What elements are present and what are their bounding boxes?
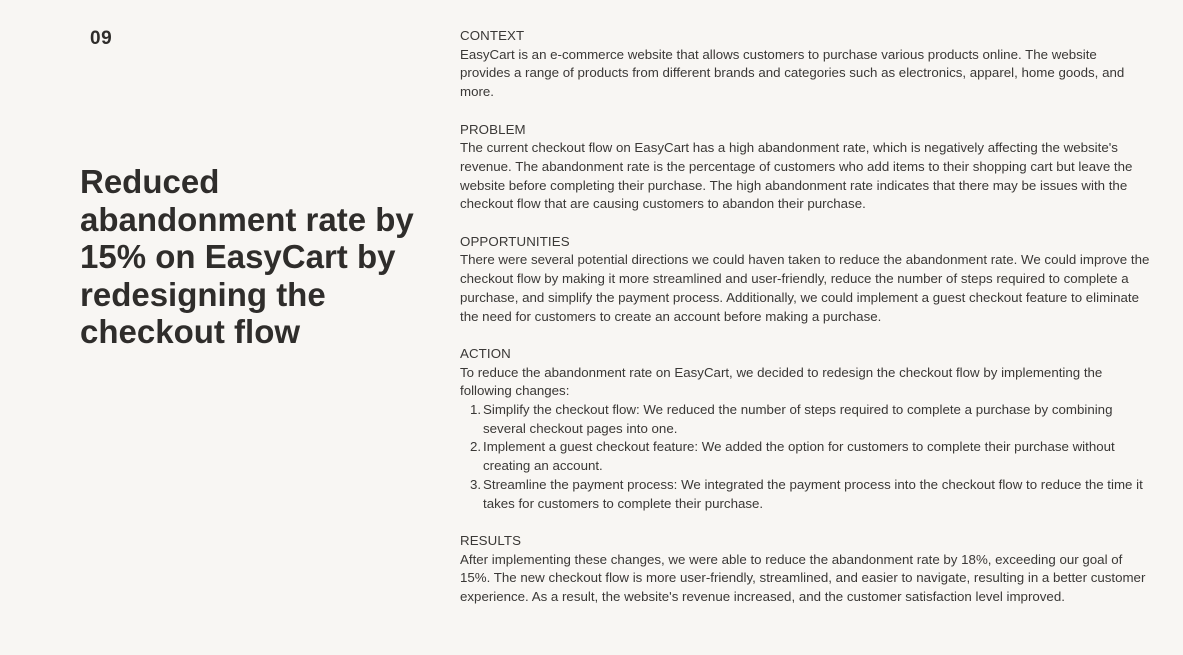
context-heading: CONTEXT [460,28,525,43]
action-body: To reduce the abandonment rate on EasyCart, we decided to redesign the checkout flow by implementing the following changes: [460,364,1103,399]
list-item [460,401,1150,438]
action-heading: ACTION [460,345,511,361]
opportunities-body: There were several potential directions we could haven taken to reduce the abandonment rate. We could improve the checkout flow by making it more streamlined and user-friendly, reduce the number of steps required to complete a purchase, and simplify the payment process. Additionally, we could implement a guest checkout feature to eliminate the need for customers to create an account before making a purchase. [460,252,1150,324]
list-item [460,438,1150,475]
results-heading: RESULTS [460,532,522,548]
case-study-content [460,27,1150,625]
step-text: Streamline the payment process: We integrated the payment process into the checkout flow to reduce the time it takes for customers to complete their purchase. [483,476,1143,511]
results-body: After implementing these changes, we were able to reduce the abandonment rate by 18%, exceeding our goal of 15%. The new checkout flow is more user-friendly, streamlined, and easier to navigate, resulting in a better customer experience. As a result, the website's revenue increased, and the customer satisfaction level improved. [460,551,1146,605]
page-number: 09 [90,28,113,49]
step-number: 3. [470,476,482,492]
context-body: EasyCart is an e-commerce website that allows customers to purchase various products online. The website provides a range of products from different brands and categories such as electronics, apparel, home goods, and more. [460,46,1125,100]
action-section [460,345,1150,513]
problem-section [460,121,1150,215]
opportunities-heading: OPPORTUNITIES [460,233,570,249]
case-study-headline: Reduced abandonment rate by 15% on EasyCart by redesigning the checkout flow [80,163,414,350]
action-steps-list [460,401,1150,513]
problem-heading: PROBLEM [460,121,526,137]
results-section [460,532,1150,607]
step-text: Implement a guest checkout feature: We added the option for customers to complete their purchase without creating an account. [483,439,1115,474]
problem-body: The current checkout flow on EasyCart has a high abandonment rate, which is negatively affecting the website's revenue. The abandonment rate is the percentage of customers who add items to their shopping cart but leave the website before completing their purchase. The high abandonment rate indicates that there may be issues with the checkout flow that are causing customers to abandon their purchase. [460,140,1133,212]
context-section [460,27,1150,102]
opportunities-section [460,233,1150,327]
list-item [460,476,1150,513]
step-text: Simplify the checkout flow: We reduced the number of steps required to complete a purchase by combining several checkout pages into one. [483,402,1113,436]
step-number: 1. [470,402,482,418]
step-number: 2. [470,439,482,455]
